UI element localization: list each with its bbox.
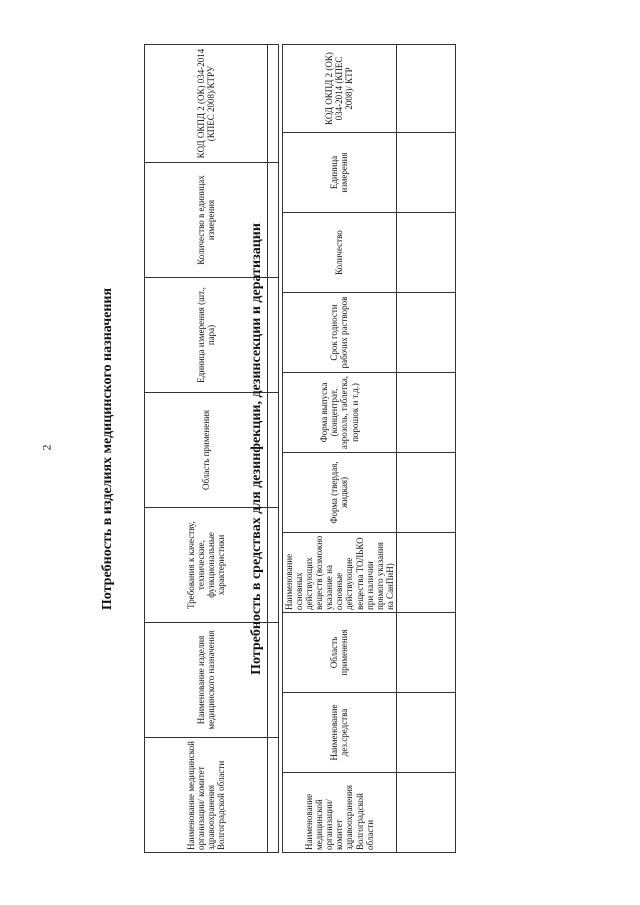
header-requirements: Требования к качеству, технические, функциональные характеристики — [145, 508, 268, 623]
header-unit: Единица измерения (шт., пара) — [145, 278, 268, 393]
header-device-name: Наименование изделия медицинского назначения — [145, 623, 268, 738]
header-shelf-life: Срок годности рабочих растворов — [283, 293, 397, 373]
section1-title: Потребность в изделиях медицинского назначения — [100, 287, 115, 611]
table-cell — [268, 623, 279, 738]
header-application-area: Область применения — [145, 393, 268, 508]
page-number: 2 — [39, 444, 54, 451]
header-disinfectant-name: Наименование дез.средства — [283, 693, 397, 773]
header-application-area: Область применения — [283, 613, 397, 693]
table-cell — [396, 613, 455, 693]
table-header-row — [283, 45, 397, 853]
table-cell — [268, 508, 279, 623]
header-quantity: Количество — [283, 213, 397, 293]
table-cell — [396, 773, 455, 853]
table-cell — [396, 533, 455, 613]
header-organization: Наименование медицинской организации/ комитет здравоохранения Волгоградской области — [283, 773, 397, 853]
header-form: Форма (твердая, жидкая) — [283, 453, 397, 533]
header-okpd-code: КОД ОКПД 2 (ОК) 034-2014 (КПЕС 2008)/КТРУ — [145, 45, 268, 163]
table-cell — [396, 293, 455, 373]
header-okpd-code: КОД ОКПД 2 (ОК) 034-2014 (КПЕС 2008)/ КТР — [283, 45, 397, 133]
landscape-page-content — [96, 45, 500, 853]
table-cell — [268, 738, 279, 853]
table-cell — [268, 393, 279, 508]
table-row — [396, 45, 455, 853]
disinfectants-table — [282, 44, 456, 853]
table-row — [268, 45, 279, 853]
header-quantity: Количество в единицах измерения — [145, 163, 268, 278]
header-active-substances: Наименование основных действующих веществ (возможно указание на основные действующие вещества ТОЛЬКО при наличии прямого указания на СанПиН) — [283, 533, 397, 613]
table-cell — [396, 453, 455, 533]
table-cell — [268, 278, 279, 393]
header-organization: Наименование медицинской организации/ комитет здравоохранения Волгоградской области — [145, 738, 268, 853]
table-cell — [396, 45, 455, 133]
table-cell — [396, 133, 455, 213]
table-cell — [268, 45, 279, 163]
table-cell — [396, 373, 455, 453]
header-unit: Единица измерения — [283, 133, 397, 213]
header-release-form: Форма выпуска (концентрат, аэрозоль, таблетка, порошок и т.д.) — [283, 373, 397, 453]
section2-title: Потребность в средствах для дезинфекции, дезинсекции и дератизации — [249, 223, 264, 675]
table-cell — [268, 163, 279, 278]
table-cell — [396, 213, 455, 293]
table-cell — [396, 693, 455, 773]
